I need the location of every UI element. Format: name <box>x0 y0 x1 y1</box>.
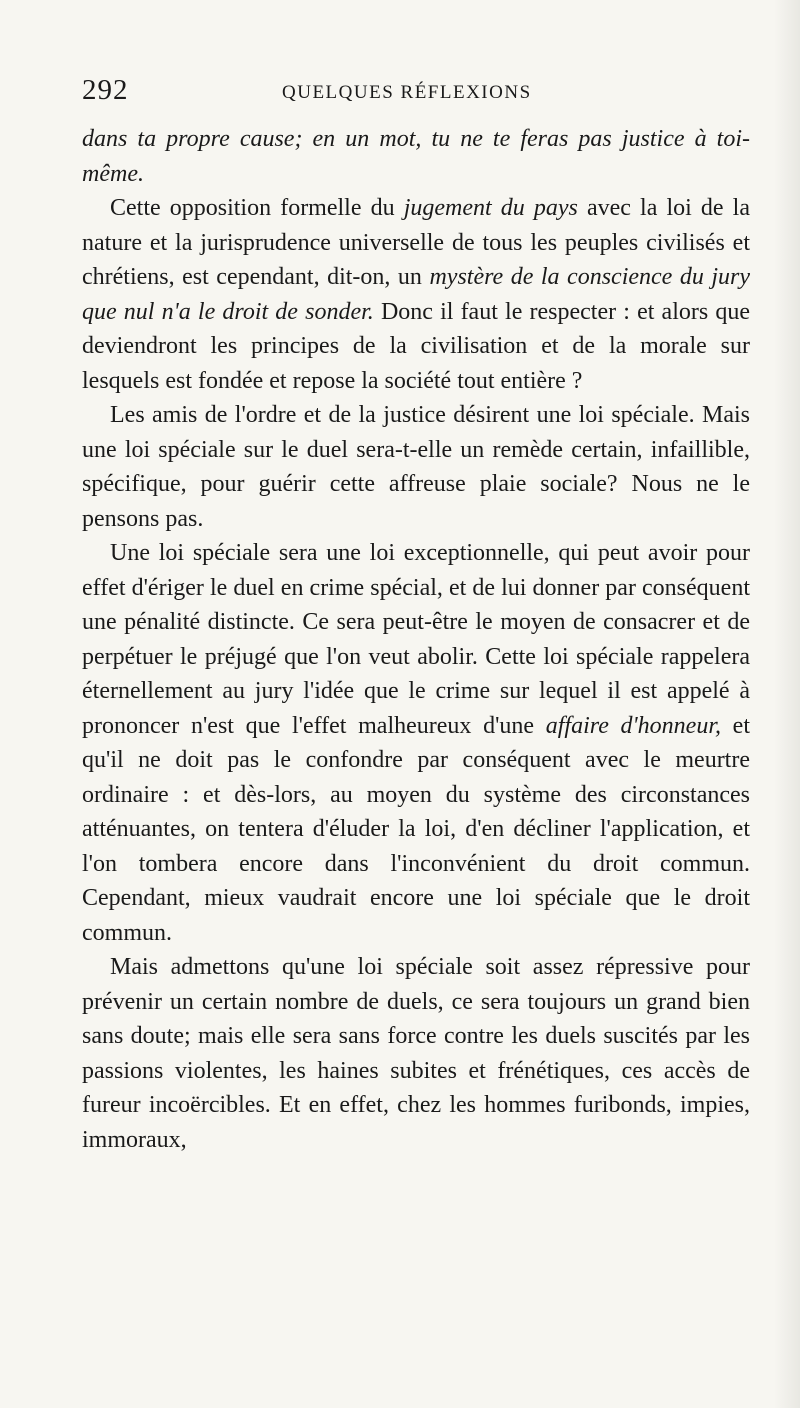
text-segment: avec la loi de la nature et la jurisprudence universelle de tous les peuples civilisés et chrétiens, est cependant, dit-on, un <box>82 195 750 290</box>
text-segment: Les amis de l'ordre et de la justice désirent une loi spéciale. Mais une loi spéciale sur le duel sera-t-elle un remède certain, infaillible, spécifique, pour guérir cette affreuse plaie sociale? Nous ne le pensons pas. <box>82 402 750 532</box>
text-segment: Une loi spéciale sera une loi exceptionnelle, qui peut avoir pour effet d'ériger le duel en crime spécial, et de lui donner par conséquent une pénalité distincte. Ce sera peut-être le moyen de consacrer et de perpétuer le préjugé que l'on veut abolir. Cette loi spéciale rappelera éternellement au jury l'idée que le crime sur lequel il est appelé à prononcer n'est que l'effet malheureux d'une <box>82 540 750 739</box>
text-segment: Mais admettons qu'une loi spéciale soit assez répressive pour prévenir un certain nombre de duels, ce sera toujours un grand bien sans doute; mais elle sera sans force contre les duels suscités par les passions violentes, les haines subites et frénétiques, ces accès de fureur incoërcibles. Et en effet, chez les hommes furibonds, impies, immoraux, <box>82 954 750 1153</box>
running-title: QUELQUES RÉFLEXIONS <box>282 82 532 103</box>
italic-text: dans ta propre cause; en un mot, tu ne te feras pas justice à toi-même. <box>82 126 750 187</box>
italic-text: mystère de la conscience du jury que nul n'a le droit de sonder. <box>82 264 751 325</box>
italic-text: jugement du pays <box>403 195 578 221</box>
text-segment: et qu'il ne doit pas le confondre par conséquent avec le meurtre ordinaire : et dès-lors, au moyen du système des circonstances atténuantes, on tentera d'éluder la loi, d'en décliner l'application, et l'on tombera encore dans l'inconvénient du droit commun. Cependant, mieux vaudrait encore une loi spéciale que le droit commun. <box>82 712 750 946</box>
page-edge-shadow <box>774 0 800 1408</box>
paragraph <box>82 398 750 536</box>
paragraph <box>82 122 750 191</box>
paragraph <box>82 191 750 398</box>
text-segment: Donc il faut le respecter : et alors que deviendront les principes de la civilisation et de la morale sur lesquels est fondée et repose la société tout entière ? <box>82 298 750 394</box>
body-text <box>82 122 750 1157</box>
paragraph <box>82 950 750 1157</box>
page-header <box>82 74 742 114</box>
text-segment: Cette opposition formelle du <box>110 195 404 221</box>
italic-text: affaire d'honneur, <box>545 712 721 739</box>
page-number: 292 <box>82 74 129 106</box>
paragraph <box>82 536 750 950</box>
